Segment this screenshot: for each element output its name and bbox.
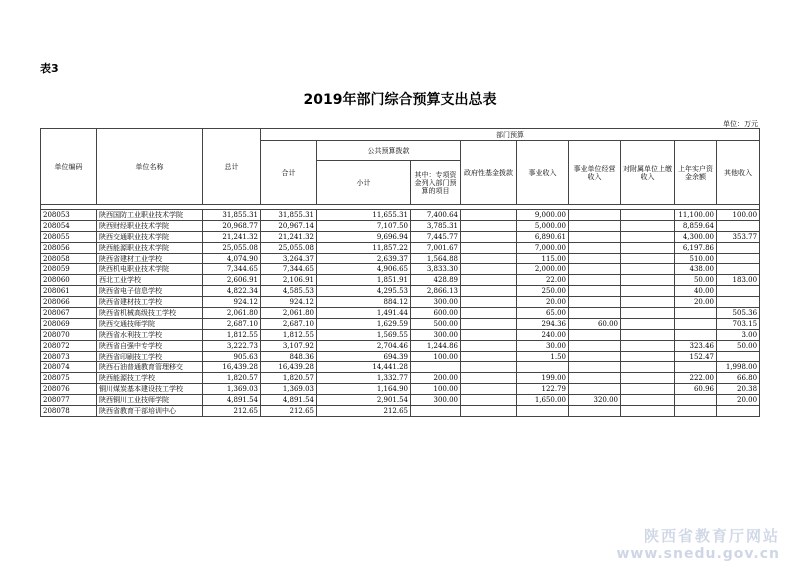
cell-prev-balance: 40.00 [675,286,717,297]
cell-subtotal: 4,295.53 [317,286,411,297]
cell-total: 20,968.77 [203,220,261,231]
cell-total: 2,606.91 [203,275,261,286]
cell-business-income [569,373,621,384]
cell-gov-fund [461,253,517,264]
cell-code: 208073 [41,351,97,362]
cell-career-income: 5,000.00 [517,220,569,231]
cell-subtotal: 2,901.54 [317,395,411,406]
cell-special: 600.00 [411,308,461,319]
cell-other-income: 20.38 [717,384,760,395]
cell-special: 100.00 [411,384,461,395]
cell-subordinate-income [621,329,675,340]
cell-subtotal: 694.39 [317,351,411,362]
table-body [41,210,760,417]
cell-name: 陕西交通技师学院 [97,318,203,329]
table-row [41,275,760,286]
cell-name: 陕西石油普通教育管理移交 [97,362,203,373]
cell-sum: 1,820.57 [261,373,317,384]
cell-name: 陕西交通职业技术学院 [97,231,203,242]
cell-code: 208074 [41,362,97,373]
cell-business-income [569,286,621,297]
cell-name: 陕西铜川工业技师学院 [97,395,203,406]
cell-career-income: 122.79 [517,384,569,395]
cell-gov-fund [461,351,517,362]
cell-subtotal: 1,491.44 [317,308,411,319]
cell-other-income [717,264,760,275]
cell-prev-balance: 152.47 [675,351,717,362]
cell-subtotal: 14,441.28 [317,362,411,373]
cell-subtotal: 11,655.31 [317,210,411,221]
cell-special: 100.00 [411,351,461,362]
cell-career-income: 294.36 [517,318,569,329]
watermark-url: www.snedu.gov.cn [616,546,780,562]
cell-business-income: 320.00 [569,395,621,406]
cell-code: 208060 [41,275,97,286]
cell-code: 208053 [41,210,97,221]
cell-special: 500.00 [411,318,461,329]
cell-name: 陕西省水利技工学校 [97,329,203,340]
cell-career-income: 7,000.00 [517,242,569,253]
cell-subtotal: 11,857.22 [317,242,411,253]
cell-other-income: 50.00 [717,340,760,351]
header-business-income: 事业单位经营收入 [569,141,621,205]
cell-other-income [717,220,760,231]
table-row [41,373,760,384]
cell-gov-fund [461,362,517,373]
cell-total: 31,855.31 [203,210,261,221]
cell-career-income: 22.00 [517,275,569,286]
cell-subtotal: 212.65 [317,406,411,417]
cell-special: 3,785.31 [411,220,461,231]
cell-sum: 21,241.32 [261,231,317,242]
header-total: 总计 [203,129,261,205]
table-row [41,264,760,275]
cell-total: 1,812.55 [203,329,261,340]
cell-career-income [517,406,569,417]
cell-subordinate-income [621,297,675,308]
cell-code: 208075 [41,373,97,384]
cell-name: 陕西省印刷技工学校 [97,351,203,362]
table-row [41,308,760,319]
cell-special: 7,400.64 [411,210,461,221]
cell-subordinate-income [621,286,675,297]
cell-business-income [569,210,621,221]
cell-subtotal: 1,629.59 [317,318,411,329]
cell-sum: 16,439.28 [261,362,317,373]
cell-special: 300.00 [411,395,461,406]
cell-gov-fund [461,210,517,221]
cell-sum: 1,812.55 [261,329,317,340]
cell-other-income: 183.00 [717,275,760,286]
cell-subordinate-income [621,362,675,373]
cell-gov-fund [461,384,517,395]
cell-sum: 4,891.54 [261,395,317,406]
cell-business-income [569,340,621,351]
cell-sum: 3,107.92 [261,340,317,351]
cell-subtotal: 1,851.91 [317,275,411,286]
header-gov-fund: 政府性基金拨款 [461,141,517,205]
table-row [41,329,760,340]
cell-business-income [569,406,621,417]
cell-gov-fund [461,242,517,253]
cell-code: 208066 [41,297,97,308]
cell-prev-balance: 8,859.64 [675,220,717,231]
cell-total: 16,439.28 [203,362,261,373]
cell-name: 陕西财经职业技术学院 [97,220,203,231]
cell-subordinate-income [621,264,675,275]
header-career-income: 事业收入 [517,141,569,205]
cell-code: 208072 [41,340,97,351]
cell-sum: 7,344.65 [261,264,317,275]
cell-name: 陕西省建材技工学校 [97,297,203,308]
cell-name: 陕西省教育干部培训中心 [97,406,203,417]
cell-gov-fund [461,329,517,340]
cell-sum: 924.12 [261,297,317,308]
cell-sum: 212.65 [261,406,317,417]
cell-subtotal: 884.12 [317,297,411,308]
cell-other-income: 100.00 [717,210,760,221]
cell-gov-fund [461,318,517,329]
cell-prev-balance: 222.00 [675,373,717,384]
cell-name: 陕西省电子信息学校 [97,286,203,297]
cell-career-income: 240.00 [517,329,569,340]
cell-gov-fund [461,395,517,406]
cell-special: 1,564.88 [411,253,461,264]
cell-prev-balance: 20.00 [675,297,717,308]
cell-business-income [569,297,621,308]
cell-career-income: 115.00 [517,253,569,264]
cell-career-income: 30.00 [517,340,569,351]
cell-name: 西北工业学校 [97,275,203,286]
cell-subtotal: 2,639.37 [317,253,411,264]
cell-total: 4,074.90 [203,253,261,264]
cell-total: 3,222.73 [203,340,261,351]
cell-code: 208055 [41,231,97,242]
cell-career-income: 199.00 [517,373,569,384]
cell-prev-balance: 323.46 [675,340,717,351]
cell-gov-fund [461,286,517,297]
cell-career-income: 9,000.00 [517,210,569,221]
cell-name: 陕西国防工业职业技术学院 [97,210,203,221]
cell-business-income: 60.00 [569,318,621,329]
cell-gov-fund [461,308,517,319]
cell-gov-fund [461,264,517,275]
cell-special: 300.00 [411,329,461,340]
cell-total: 1,820.57 [203,373,261,384]
cell-special: 1,244.86 [411,340,461,351]
cell-subordinate-income [621,318,675,329]
cell-prev-balance [675,308,717,319]
cell-total: 21,241.32 [203,231,261,242]
cell-code: 208069 [41,318,97,329]
cell-subtotal: 7,107.50 [317,220,411,231]
cell-subordinate-income [621,220,675,231]
cell-other-income [717,297,760,308]
cell-business-income [569,220,621,231]
header-subordinate-income: 对附属单位上缴收入 [621,141,675,205]
watermark [616,525,780,562]
cell-subordinate-income [621,210,675,221]
cell-special: 200.00 [411,373,461,384]
cell-subordinate-income [621,373,675,384]
cell-prev-balance [675,395,717,406]
table-row [41,406,760,417]
cell-other-income [717,406,760,417]
cell-other-income: 505.36 [717,308,760,319]
cell-business-income [569,362,621,373]
cell-subtotal: 1,569.55 [317,329,411,340]
cell-special: 7,445.77 [411,231,461,242]
cell-business-income [569,253,621,264]
cell-gov-fund [461,340,517,351]
cell-prev-balance: 438.00 [675,264,717,275]
table-row [41,253,760,264]
cell-career-income: 250.00 [517,286,569,297]
cell-sum: 848.36 [261,351,317,362]
cell-prev-balance [675,362,717,373]
cell-subordinate-income [621,351,675,362]
cell-sum: 20,967.14 [261,220,317,231]
cell-total: 4,822.34 [203,286,261,297]
cell-code: 208067 [41,308,97,319]
table-row [41,318,760,329]
cell-sum: 2,687.10 [261,318,317,329]
cell-name: 陕西省自强中专学校 [97,340,203,351]
header-small-total: 小计 [317,161,411,205]
cell-special [411,362,461,373]
cell-other-income [717,242,760,253]
cell-gov-fund [461,275,517,286]
header-special-funds: 其中：专项资金列入部门预算的项目 [411,161,461,205]
cell-total: 924.12 [203,297,261,308]
cell-subordinate-income [621,231,675,242]
cell-total: 1,369.03 [203,384,261,395]
cell-name: 铜川煤炭基本建设技工学校 [97,384,203,395]
header-other-income: 其他收入 [717,141,760,205]
cell-subtotal: 2,704.46 [317,340,411,351]
cell-career-income: 6,890.61 [517,231,569,242]
cell-other-income: 20.00 [717,395,760,406]
cell-career-income: 1,650.00 [517,395,569,406]
table-row [41,351,760,362]
cell-prev-balance [675,318,717,329]
header-public-budget: 公共预算拨款 [317,141,461,161]
cell-gov-fund [461,297,517,308]
cell-total: 212.65 [203,406,261,417]
cell-name: 陕西能源职业技术学院 [97,242,203,253]
cell-prev-balance: 11,100.00 [675,210,717,221]
cell-business-income [569,329,621,340]
cell-code: 208078 [41,406,97,417]
cell-code: 208070 [41,329,97,340]
cell-other-income: 703.15 [717,318,760,329]
cell-sum: 3,264.37 [261,253,317,264]
cell-gov-fund [461,406,517,417]
cell-other-income: 3.00 [717,329,760,340]
table-row [41,286,760,297]
cell-sum: 2,061.80 [261,308,317,319]
cell-subordinate-income [621,384,675,395]
table-row [41,384,760,395]
table-row [41,210,760,221]
cell-total: 7,344.65 [203,264,261,275]
header-dept-code: 单位编码 [41,129,97,205]
cell-prev-balance [675,329,717,340]
table-row [41,362,760,373]
cell-total: 25,055.08 [203,242,261,253]
cell-special: 2,866.13 [411,286,461,297]
cell-career-income: 65.00 [517,308,569,319]
cell-sum: 31,855.31 [261,210,317,221]
header-dept-name: 单位名称 [97,129,203,205]
cell-business-income [569,308,621,319]
cell-other-income: 66.80 [717,373,760,384]
table-number-label: 表3 [40,62,59,75]
cell-code: 208077 [41,395,97,406]
cell-prev-balance [675,406,717,417]
cell-career-income: 1.50 [517,351,569,362]
cell-subtotal: 1,164.90 [317,384,411,395]
cell-subordinate-income [621,406,675,417]
cell-business-income [569,242,621,253]
cell-prev-balance: 60.96 [675,384,717,395]
budget-table [40,128,760,417]
cell-business-income [569,275,621,286]
table-row [41,297,760,308]
cell-total: 2,061.80 [203,308,261,319]
cell-special: 3,833.30 [411,264,461,275]
cell-name: 陕西能源技工学校 [97,373,203,384]
cell-special: 300.00 [411,297,461,308]
watermark-text: 陕西省教育厅网站 [643,527,780,545]
cell-sum: 1,369.03 [261,384,317,395]
cell-code: 208059 [41,264,97,275]
cell-name: 陕西机电职业技术学院 [97,264,203,275]
page-title: 2019年部门综合预算支出总表 [303,92,497,108]
unit-label: 单位：万元 [723,120,758,128]
cell-business-income [569,231,621,242]
cell-subordinate-income [621,308,675,319]
table-row [41,395,760,406]
cell-subordinate-income [621,395,675,406]
cell-career-income: 2,000.00 [517,264,569,275]
cell-total: 905.63 [203,351,261,362]
table-row [41,231,760,242]
cell-code: 208058 [41,253,97,264]
cell-code: 208054 [41,220,97,231]
cell-subtotal: 4,906.65 [317,264,411,275]
cell-gov-fund [461,373,517,384]
cell-other-income [717,351,760,362]
header-prev-balance: 上年实户资金余额 [675,141,717,205]
cell-prev-balance: 510.00 [675,253,717,264]
cell-code: 208056 [41,242,97,253]
cell-name: 陕西省机械高级技工学校 [97,308,203,319]
cell-subtotal: 9,696.94 [317,231,411,242]
cell-subordinate-income [621,253,675,264]
cell-subordinate-income [621,275,675,286]
cell-prev-balance: 50.00 [675,275,717,286]
cell-career-income: 20.00 [517,297,569,308]
header-dept-budget: 部门预算 [261,129,760,141]
cell-business-income [569,264,621,275]
cell-prev-balance: 4,300.00 [675,231,717,242]
cell-sum: 4,585.53 [261,286,317,297]
cell-gov-fund [461,220,517,231]
cell-special: 7,001.67 [411,242,461,253]
cell-business-income [569,384,621,395]
cell-special [411,406,461,417]
cell-other-income: 1,998.00 [717,362,760,373]
cell-sum: 2,106.91 [261,275,317,286]
cell-subordinate-income [621,340,675,351]
cell-total: 4,891.54 [203,395,261,406]
cell-total: 2,687.10 [203,318,261,329]
header-subtotal: 合计 [261,141,317,205]
cell-other-income [717,253,760,264]
cell-prev-balance: 6,197.86 [675,242,717,253]
table-row [41,220,760,231]
table-row [41,340,760,351]
cell-code: 208076 [41,384,97,395]
cell-subtotal: 1,332.77 [317,373,411,384]
cell-name: 陕西省建材工业学校 [97,253,203,264]
cell-other-income: 353.77 [717,231,760,242]
cell-subordinate-income [621,242,675,253]
cell-career-income [517,362,569,373]
cell-gov-fund [461,231,517,242]
cell-special: 428.89 [411,275,461,286]
cell-sum: 25,055.08 [261,242,317,253]
cell-business-income [569,351,621,362]
cell-code: 208061 [41,286,97,297]
table-row [41,242,760,253]
cell-other-income [717,286,760,297]
